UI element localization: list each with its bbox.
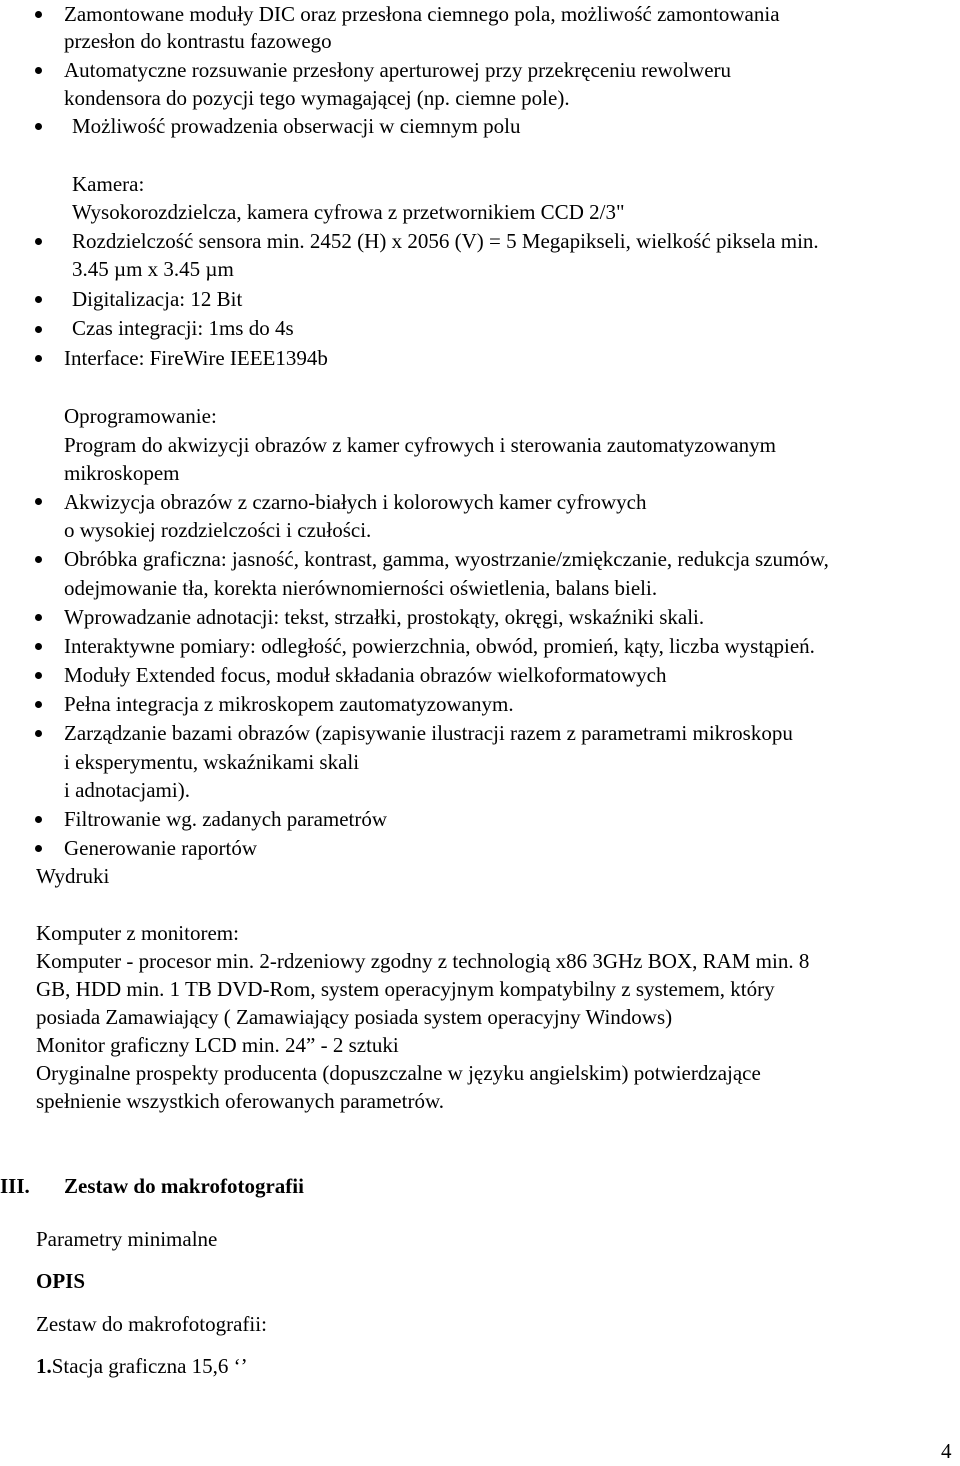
- computer-text: Oryginalne prospekty producenta (dopuszczalne w języku angielskim) potwierdzające: [36, 1061, 761, 1085]
- list-item: Interface: FireWire IEEE1394b: [64, 346, 328, 370]
- bullet-icon: [35, 123, 42, 130]
- list-item-continuation: 3.45 µm x 3.45 µm: [72, 257, 234, 281]
- bullet-icon: [35, 296, 42, 303]
- list-item-continuation: odejmowanie tła, korekta nierównomierności oświetlenia, balans bieli.: [64, 576, 658, 600]
- software-intro-continuation: mikroskopem: [64, 461, 180, 485]
- page-number: 4: [941, 1439, 952, 1463]
- opis-label: OPIS: [36, 1269, 86, 1293]
- bullet-icon: [35, 326, 42, 333]
- computer-text: GB, HDD min. 1 TB DVD-Rom, system operacyjnym kompatybilny z systemem, który: [36, 977, 775, 1001]
- bullet-icon: [35, 845, 42, 852]
- bullet-icon: [35, 67, 42, 74]
- bullet-icon: [35, 816, 42, 823]
- list-item: Automatyczne rozsuwanie przesłony aperturowej przy przekręceniu rewolweru: [64, 58, 732, 82]
- bullet-icon: [35, 556, 42, 563]
- section-item-number: 1.: [36, 1354, 52, 1378]
- list-item: Akwizycja obrazów z czarno-białych i kolorowych kamer cyfrowych: [64, 490, 647, 514]
- list-item: Czas integracji: 1ms do 4s: [72, 316, 294, 340]
- list-item-continuation: i eksperymentu, wskaźnikami skali: [64, 750, 360, 774]
- software-heading: Oprogramowanie:: [64, 404, 217, 428]
- computer-text: posiada Zamawiający ( Zamawiający posiada system operacyjny Windows): [36, 1005, 673, 1029]
- camera-heading: Kamera:: [72, 172, 145, 196]
- list-item: Pełna integracja z mikroskopem zautomatyzowanym.: [64, 692, 514, 716]
- list-item: Interaktywne pomiary: odległość, powierzchnia, obwód, promień, kąty, liczba wystąpień.: [64, 634, 815, 658]
- list-item: Generowanie raportów: [64, 836, 257, 860]
- list-item: Moduły Extended focus, moduł składania obrazów wielkoformatowych: [64, 663, 667, 687]
- section-item-text: Stacja graficzna 15,6 ‘’: [51, 1354, 248, 1378]
- list-item: Obróbka graficzna: jasność, kontrast, gamma, wyostrzanie/zmiękczanie, redukcja szumów,: [64, 547, 829, 571]
- list-item-continuation: i adnotacjami).: [64, 778, 190, 802]
- list-item: Rozdzielczość sensora min. 2452 (H) x 2056 (V) = 5 Megapikseli, wielkość piksela min.: [72, 229, 819, 253]
- section-title: Zestaw do makrofotografii: [64, 1174, 304, 1198]
- software-intro: Program do akwizycji obrazów z kamer cyfrowych i sterowania zautomatyzowanym: [64, 433, 776, 457]
- list-item: Zarządzanie bazami obrazów (zapisywanie ilustracji razem z parametrami mikroskopu: [64, 721, 793, 745]
- list-item: Możliwość prowadzenia obserwacji w ciemnym polu: [72, 114, 521, 138]
- camera-subtitle: Wysokorozdzielcza, kamera cyfrowa z przetwornikiem CCD 2/3": [72, 200, 625, 224]
- bullet-icon: [35, 672, 42, 679]
- list-item-continuation: przesłon do kontrastu fazowego: [64, 29, 332, 53]
- computer-text: Komputer - procesor min. 2-rdzeniowy zgodny z technologią x86 3GHz BOX, RAM min. 8: [36, 949, 810, 973]
- section-item: [36, 1352, 248, 1381]
- computer-text: Monitor graficzny LCD min. 24” - 2 sztuki: [36, 1033, 399, 1057]
- section-subtitle: Zestaw do makrofotografii:: [36, 1312, 267, 1336]
- list-item: Filtrowanie wg. zadanych parametrów: [64, 807, 388, 831]
- bullet-icon: [35, 730, 42, 737]
- bullet-icon: [35, 614, 42, 621]
- list-item: Digitalizacja: 12 Bit: [72, 287, 243, 311]
- computer-text: spełnienie wszystkich oferowanych parametrów.: [36, 1089, 444, 1113]
- prints-label: Wydruki: [36, 864, 110, 888]
- list-item-continuation: kondensora do pozycji tego wymagającej (np. ciemne pole).: [64, 86, 570, 110]
- bullet-icon: [35, 238, 42, 245]
- bullet-icon: [35, 643, 42, 650]
- bullet-icon: [35, 701, 42, 708]
- list-item-continuation: o wysokiej rozdzielczości i czułości.: [64, 518, 372, 542]
- section-number: III.: [0, 1174, 30, 1198]
- list-item: Wprowadzanie adnotacji: tekst, strzałki, prostokąty, okręgi, wskaźniki skali.: [64, 605, 705, 629]
- bullet-icon: [35, 11, 42, 18]
- bullet-icon: [35, 498, 42, 505]
- computer-heading: Komputer z monitorem:: [36, 921, 239, 945]
- params-label: Parametry minimalne: [36, 1227, 218, 1251]
- bullet-icon: [35, 355, 42, 362]
- list-item: Zamontowane moduły DIC oraz przesłona ciemnego pola, możliwość zamontowania: [64, 2, 780, 26]
